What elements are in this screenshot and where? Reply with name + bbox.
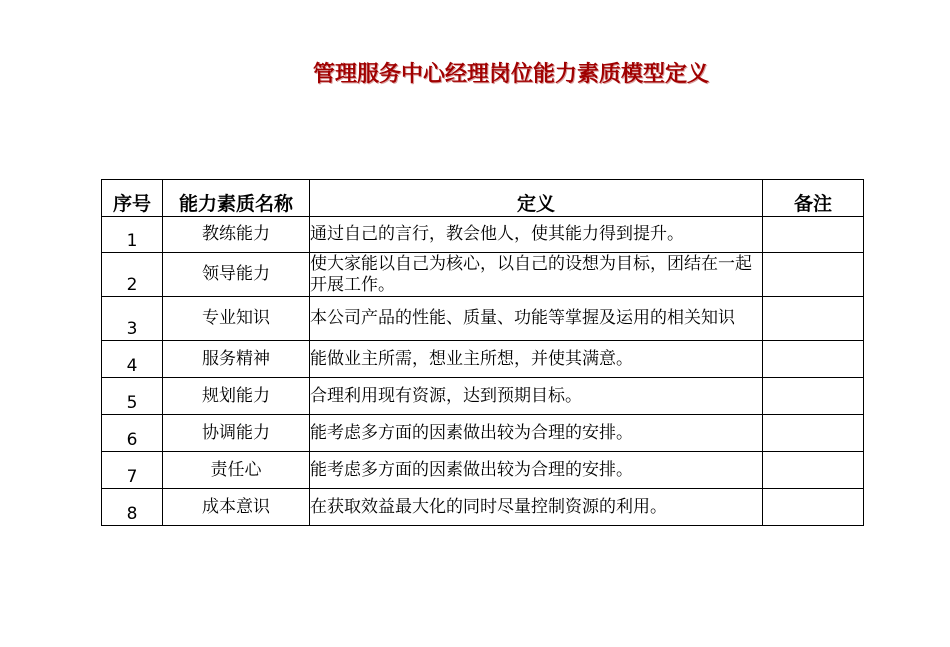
row-definition: 能考虑多方面的因素做出较为合理的安排。 xyxy=(310,415,763,452)
row-definition: 合理利用现有资源，达到预期目标。 xyxy=(310,378,763,415)
row-seq: 8 xyxy=(102,489,163,526)
table-row xyxy=(102,378,864,415)
row-seq: 3 xyxy=(102,297,163,341)
row-definition: 能考虑多方面的因素做出较为合理的安排。 xyxy=(310,452,763,489)
row-name: 领导能力 xyxy=(163,253,310,297)
row-seq: 4 xyxy=(102,341,163,378)
row-definition: 通过自己的言行，教会他人，使其能力得到提升。 xyxy=(310,217,763,253)
row-note xyxy=(763,378,864,415)
row-definition: 使大家能以自己为核心，以自己的设想为目标，团结在一起开展工作。 xyxy=(310,253,763,297)
row-name: 服务精神 xyxy=(163,341,310,378)
row-name: 成本意识 xyxy=(163,489,310,526)
competency-table xyxy=(101,179,864,526)
row-seq: 1 xyxy=(102,217,163,253)
table-row xyxy=(102,297,864,341)
table-row xyxy=(102,489,864,526)
table-row xyxy=(102,217,864,253)
row-seq: 2 xyxy=(102,253,163,297)
document-title: 管理服务中心经理岗位能力素质模型定义 xyxy=(312,62,709,87)
header-seq: 序号 xyxy=(102,180,163,217)
row-seq: 6 xyxy=(102,415,163,452)
row-note xyxy=(763,341,864,378)
table-row xyxy=(102,253,864,297)
row-note xyxy=(763,489,864,526)
table-row xyxy=(102,415,864,452)
row-note xyxy=(763,217,864,253)
row-seq: 7 xyxy=(102,452,163,489)
row-name: 规划能力 xyxy=(163,378,310,415)
table-row xyxy=(102,452,864,489)
row-definition: 本公司产品的性能、质量、功能等掌握及运用的相关知识 xyxy=(310,297,763,341)
row-name: 教练能力 xyxy=(163,217,310,253)
row-name: 专业知识 xyxy=(163,297,310,341)
row-name: 协调能力 xyxy=(163,415,310,452)
row-definition: 在获取效益最大化的同时尽量控制资源的利用。 xyxy=(310,489,763,526)
row-name: 责任心 xyxy=(163,452,310,489)
table-row xyxy=(102,341,864,378)
header-name: 能力素质名称 xyxy=(163,180,310,217)
header-note: 备注 xyxy=(763,180,864,217)
header-definition: 定义 xyxy=(310,180,763,217)
table-header-row xyxy=(102,180,864,217)
row-note xyxy=(763,415,864,452)
row-note xyxy=(763,297,864,341)
row-note xyxy=(763,452,864,489)
row-seq: 5 xyxy=(102,378,163,415)
row-definition: 能做业主所需，想业主所想，并使其满意。 xyxy=(310,341,763,378)
row-note xyxy=(763,253,864,297)
